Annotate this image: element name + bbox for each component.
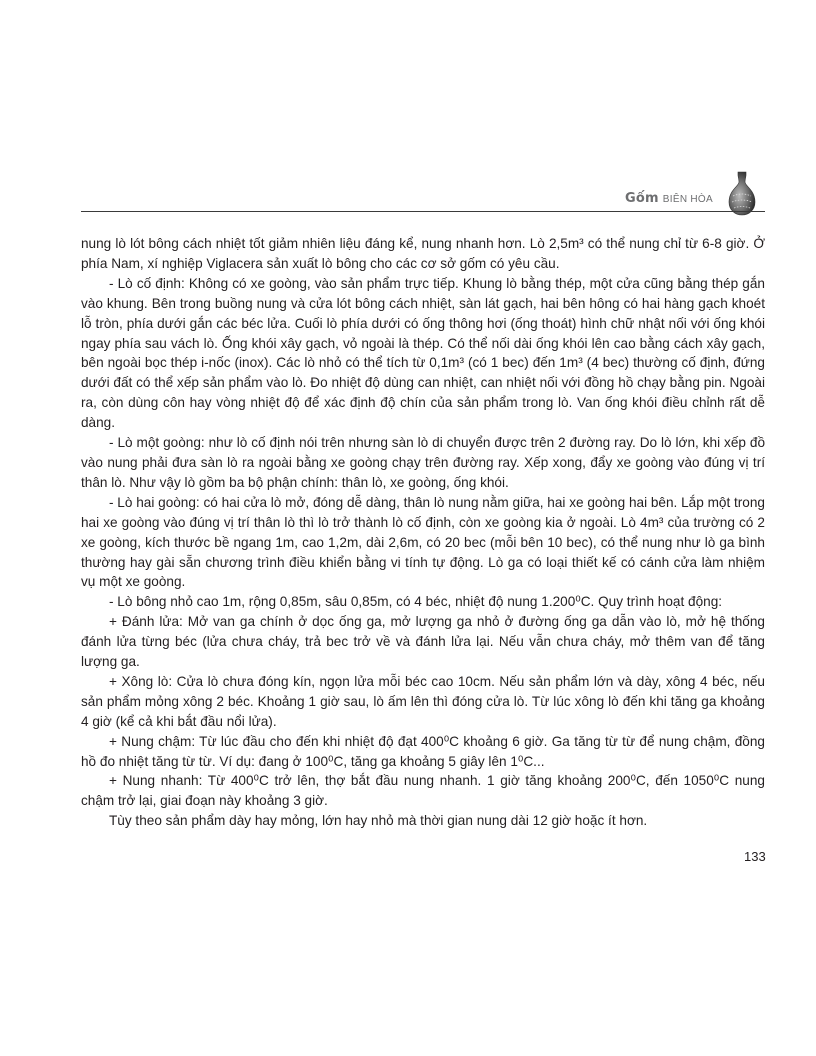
brand	[625, 191, 713, 206]
paragraph: + Nung nhanh: Từ 400⁰C trở lên, thợ bắt đầu nung nhanh. 1 giờ tăng khoảng 200⁰C, đến 1050⁰C nung chậm trở lại, giai đoạn này khoảng 3 giờ.	[81, 773, 765, 809]
page-header	[81, 174, 765, 214]
paragraph: - Lò cố định: Không có xe goòng, vào sản phẩm trực tiếp. Khung lò bằng thép, một cửa cũng bằng thép gắn vào khung. Bên trong buồng nung và cửa lót bông cách nhiệt, sàn lát gạch, hai bên hông có hai hàng gạch khoét lỗ tròn, phía dưới gắn các béc lửa. Cuối lò phía dưới có ống thông hơi (ống thoát) hình chữ nhật nối với ống khói ngay phía sau vách lò. Ống khói xây gạch, vỏ ngoài là thép. Có thể nối dài ống khói lên cao bằng cách xây gạch, bên ngoài bọc thép i-nốc (inox). Các lò nhỏ có thể tích từ 0,1m³ (có 1 bec) đến 1m³ (4 bec) thường cố định, đứng dưới đất có thể xếp sản phẩm vào lò. Đo nhiệt độ dùng can nhiệt, can nhiệt nối với đồng hồ chạy bằng pin. Ngoài ra, còn dùng côn hay vòng nhiệt độ để xác định độ chín của sản phẩm trong lò. Van ống khói điều chỉnh rất dễ dàng.	[81, 275, 765, 431]
body-text	[81, 234, 765, 831]
page-number: 133	[744, 849, 766, 864]
paragraph: - Lò một goòng: như lò cố định nói trên nhưng sàn lò di chuyển được trên 2 đường ray. Do lò lớn, khi xếp đồ vào nung phải đưa sàn lò ra ngoài bằng xe goòng chạy trên đường ray. Xếp xong, đẩy xe goòng vào đúng vị trí thân lò. Như vậy lò gồm ba bộ phận chính: thân lò, xe goòng, ống khói.	[81, 435, 765, 490]
brand-title: Gốm	[625, 191, 659, 206]
paragraph: + Xông lò: Cửa lò chưa đóng kín, ngọn lửa mỗi béc cao 10cm. Nếu sản phẩm lớn và dày, xông 4 béc, nếu sản phẩm mỏng xông 2 béc. Khoảng 1 giờ sau, lò ấm lên thì đóng cửa lò. Từ lúc xông lò đến khi tăng ga khoảng 4 giờ (kể cả khi bắt đầu nổi lửa).	[81, 673, 765, 729]
paragraph: + Nung chậm: Từ lúc đầu cho đến khi nhiệt độ đạt 400⁰C khoảng 6 giờ. Ga tăng từ từ để nung chậm, đồng hồ đo nhiệt tăng từ từ. Ví dụ: đang ở 100⁰C, tăng ga khoảng 5 giây lên 1⁰C...	[81, 733, 765, 769]
brand-subtitle: BIÊN HÒA	[662, 194, 713, 205]
paragraph: - Lò hai goòng: có hai cửa lò mở, đóng dễ dàng, thân lò nung nằm giữa, hai xe goòng hai bên. Lắp một trong hai xe goòng vào đúng vị trí thân lò thì lò trở thành lò cố định, còn xe goòng kia ở ngoài. Lò 4m³ của trường có 2 xe goòng, kích thước bề ngang 1m, cao 1,2m, dài 2,6m, có 20 bec (mỗi bên 10 bec), có thể nung như lò ga bình thường hay gài sẵn chương trình điều khiển bằng vi tính tự động. Lò ga có loại thiết kế có cánh cửa làm nhiệm vụ một xe goòng.	[81, 494, 765, 590]
header-divider	[81, 211, 765, 212]
paragraph: nung lò lót bông cách nhiệt tốt giảm nhiên liệu đáng kể, nung nhanh hơn. Lò 2,5m³ có thể nung chỉ từ 6-8 giờ. Ở phía Nam, xí nghiệp Viglacera sản xuất lò bông cho các cơ sở gốm có yêu cầu.	[81, 236, 765, 271]
paragraph: - Lò bông nhỏ cao 1m, rộng 0,85m, sâu 0,85m, có 4 béc, nhiệt độ nung 1.200⁰C. Quy trình hoạt động:	[109, 594, 723, 610]
paragraph: + Đánh lửa: Mở van ga chính ở dọc ống ga, mở lượng ga nhỏ ở đường ống ga dẫn vào lò, mở hệ thống đánh lửa từng béc (lửa chưa cháy, trả bec trở về và đánh lửa lại. Nếu vẫn chưa cháy, mở thêm van để tăng lượng ga.	[81, 614, 765, 670]
paragraph: Tùy theo sản phẩm dày hay mỏng, lớn hay nhỏ mà thời gian nung dài 12 giờ hoặc ít hơn.	[109, 813, 648, 829]
